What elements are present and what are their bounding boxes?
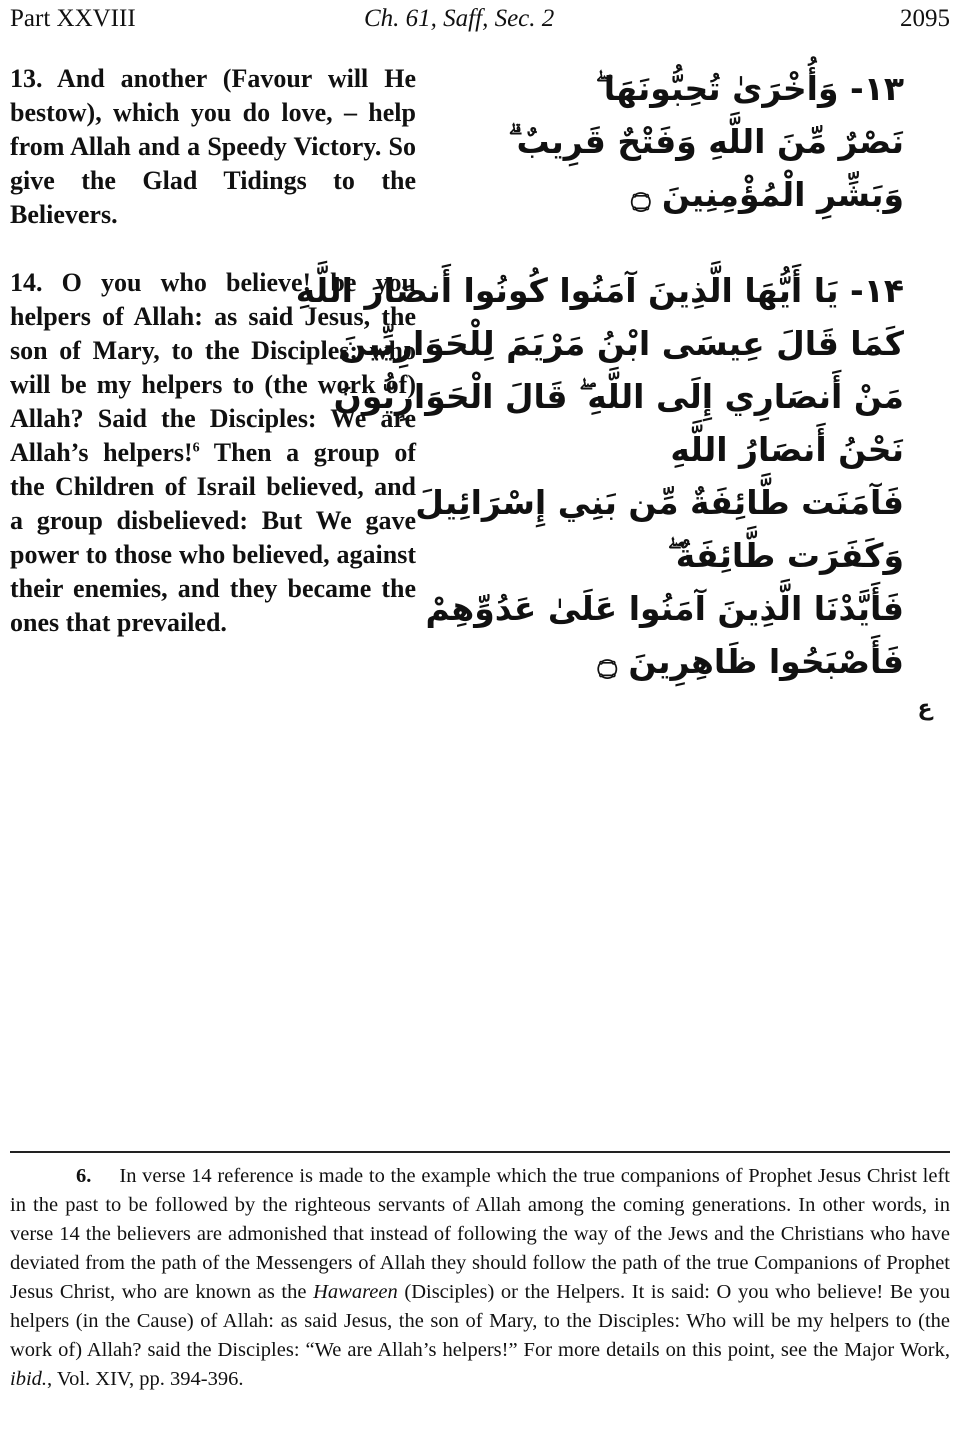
footnote-text-3: , Vol. XIV, pp. 394-396.	[47, 1368, 244, 1390]
arabic-line: فَأَيَّدْنَا الَّذِينَ آمَنُوا عَلَىٰ عَدُوِّهِمْ	[425, 589, 904, 628]
arabic-line: وَكَفَرَت طَّائِفَةٌ ۖ	[667, 536, 904, 575]
verse-14-text-b: Then a group of the Children of Israil believed, and a group disbelieved: But We gave power to those who believed, against their enemies, and they became the ones that prevailed.	[10, 438, 416, 637]
arabic-line: مَنْ أَنصَارِي إِلَى اللَّهِ ۖ قَالَ الْحَوَارِيُّونَ	[333, 377, 904, 416]
page-number: 2095	[900, 5, 950, 32]
arabic-line: ۱۴- يَا أَيُّهَا الَّذِينَ آمَنُوا كُونُوا أَنصَارَ اللَّهِ	[295, 271, 904, 310]
arabic-line: نَصْرٌ مِّنَ اللَّهِ وَفَتْحٌ قَرِيبٌ ۗ	[508, 122, 904, 161]
page-header	[10, 4, 950, 38]
footnote	[10, 1162, 950, 1394]
verse-14-arabic	[295, 264, 904, 688]
verse-13-arabic	[480, 62, 904, 221]
ruku-marker: ع	[917, 696, 933, 721]
footnote-number: 6.	[76, 1165, 92, 1187]
part-label: Part XXVIII	[10, 5, 136, 32]
arabic-line: وَبَشِّرِ الْمُؤْمِنِينَ ۝	[631, 175, 904, 214]
footnote-term: Hawareen	[313, 1281, 398, 1303]
footnote-ibid: ibid.	[10, 1368, 48, 1390]
footnote-divider	[10, 1151, 950, 1153]
footnote-text-1: In verse 14 reference is made to the example which the true companions of Prophet Jesus Christ left in the past to be followed by the righteous servants of Allah among the coming generations. In other words, in verse 14 the believers are admonished that instead of following the way of the Jews and the Christians who have deviated from the path of the Messengers of Allah they should follow the path of the true Companions of Prophet Jesus Christ, who are known as the	[10, 1165, 950, 1303]
verse-13-translation: 13. And another (Favour will He bestow), which you do love, – help from Allah and a Speedy Victory. So give the Glad Tidings to the Believers.	[10, 64, 416, 229]
verse-14-text-a: 14. O you who believe! be you helpers of Allah: as said Jesus, the son of Mary, to the Disciples: who will be my helpers to (the work of) Allah? Said the Disciples: We are Allah’s helpers!	[10, 268, 416, 467]
arabic-line: فَأَصْبَحُوا ظَاهِرِينَ ۝	[597, 642, 904, 681]
arabic-line: فَآمَنَت طَّائِفَةٌ مِّن بَنِي إِسْرَائِيلَ	[415, 483, 904, 522]
arabic-line: نَحْنُ أَنصَارُ اللَّهِ	[670, 430, 904, 469]
footnote-text-2: (Disciples) or the Helpers. It is said: O you who believe! Be you helpers (in the Cause) of Allah: as said Jesus, the son of Mary, to the Disciples: Who will be my helpers to (the work of) Allah? said the Disciples: “We are Allah’s helpers!” For more details on this point, see the Major Work,	[10, 1281, 950, 1361]
arabic-line: ۱۳- وَأُخْرَىٰ تُحِبُّونَهَا ۖ	[595, 69, 904, 108]
chapter-label: Ch. 61, Saff, Sec. 2	[364, 5, 555, 32]
arabic-line: كَمَا قَالَ عِيسَى ابْنُ مَرْيَمَ لِلْحَوَارِيِّينَ	[338, 324, 904, 363]
footnote-reference[interactable]: 6	[192, 440, 200, 456]
